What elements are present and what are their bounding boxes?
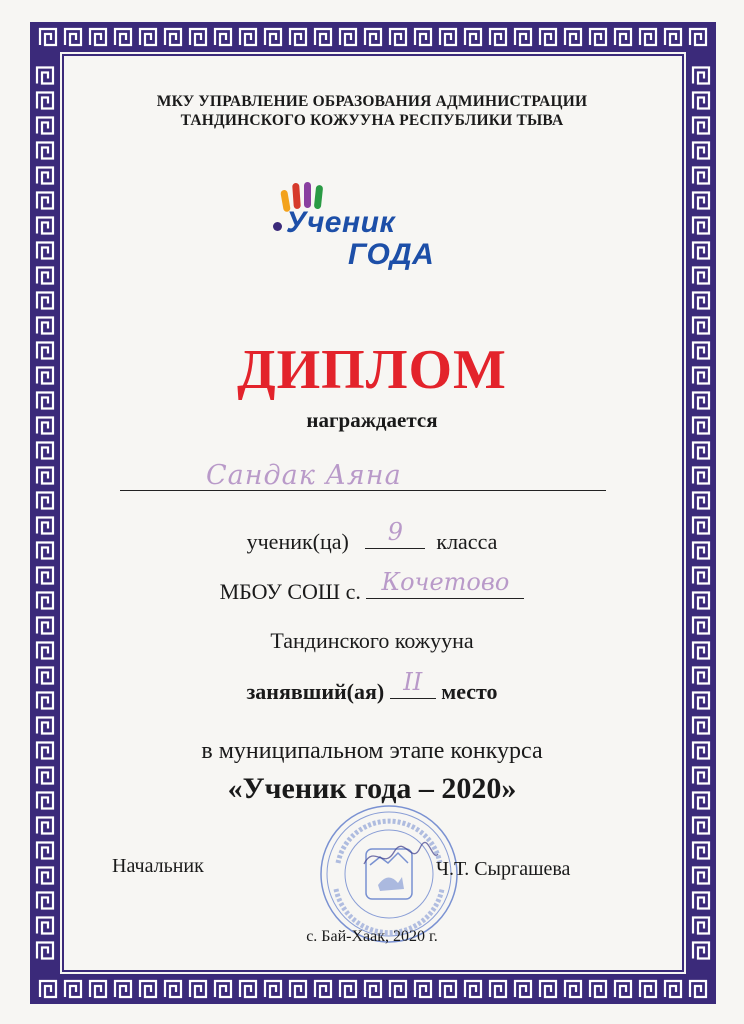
grade-value: 9	[387, 518, 404, 546]
name-underline	[120, 490, 606, 491]
signature-mark	[360, 836, 440, 876]
logo-word-2: ГОДА	[348, 238, 435, 271]
school-value: Кочетово	[381, 568, 510, 596]
school-blank	[366, 568, 524, 599]
grade-line	[0, 518, 744, 555]
issuer-line-2: ТАНДИНСКОГО КОЖУУНА РЕСПУБЛИКИ ТЫВА	[180, 112, 564, 129]
place-prefix: занявший(ая)	[246, 679, 385, 704]
contest-title: «Ученик года – 2020»	[227, 772, 517, 805]
grade-blank	[365, 518, 425, 549]
diploma-title: ДИПЛОМ	[237, 339, 507, 401]
place-line	[0, 668, 744, 705]
awarded-label: награждается	[306, 408, 438, 432]
school-line	[0, 568, 744, 605]
grade-suffix: класса	[436, 529, 498, 554]
grade-prefix: ученик(ца)	[246, 529, 349, 554]
signatory-name: Ч.Т. Сыргашева	[436, 858, 571, 880]
contest-line: в муниципальном этапе конкурса	[201, 738, 543, 764]
issuer-line-1: МКУ УПРАВЛЕНИЕ ОБРАЗОВАНИЯ АДМИНИСТРАЦИИ	[156, 93, 588, 110]
signatory-position: Начальник	[112, 855, 204, 877]
place-and-date: с. Бай-Хаак, 2020 г.	[306, 928, 438, 945]
logo-word-1: Ученик	[286, 206, 396, 239]
issuer-header	[90, 92, 654, 130]
place-suffix: место	[441, 679, 498, 704]
recipient-name: Сандак Аяна	[206, 460, 402, 491]
place-blank	[390, 668, 436, 699]
district-line: Тандинского кожууна	[270, 628, 474, 653]
place-value: II	[403, 668, 423, 696]
school-prefix: МБОУ СОШ с.	[219, 579, 361, 604]
